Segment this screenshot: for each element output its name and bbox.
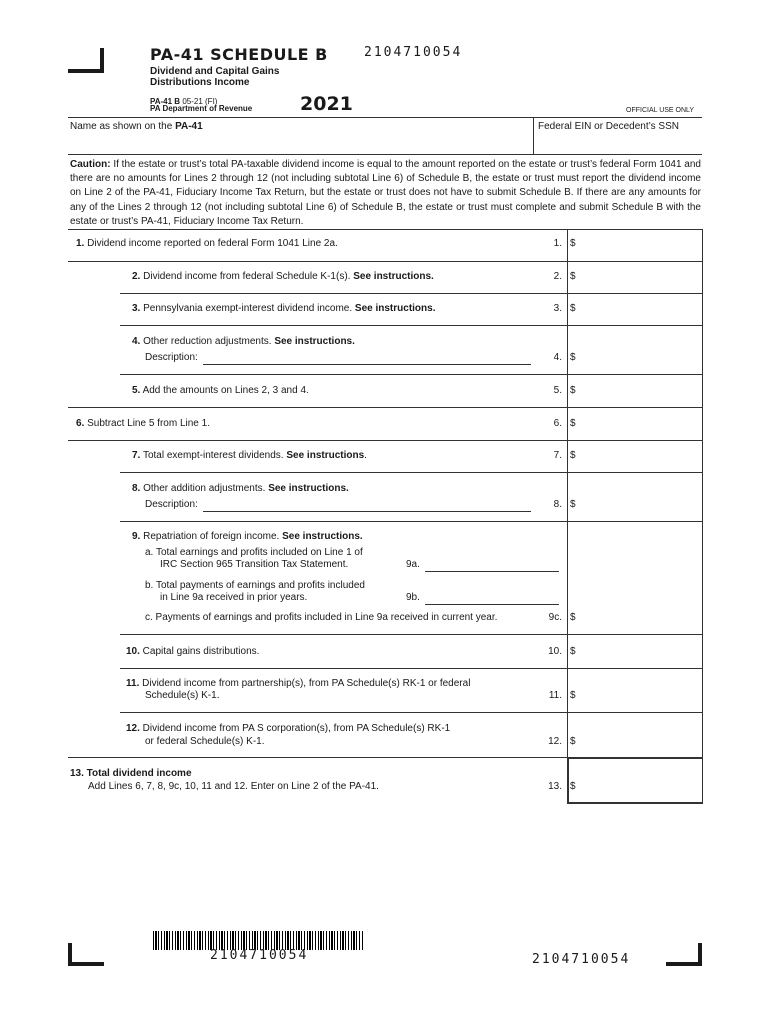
- line-13-amount[interactable]: $: [570, 781, 576, 792]
- line-1-label: 1. Dividend income reported on federal Form 1041 Line 2a.: [76, 238, 338, 249]
- line-9c-ref: 9c.: [548, 612, 562, 623]
- line-10-ref: 10.: [548, 646, 562, 657]
- line-8-description-field[interactable]: [203, 511, 531, 512]
- line-8-divider: [120, 521, 702, 522]
- line-11-divider: [120, 712, 702, 713]
- line-4-ref: 4.: [553, 352, 562, 363]
- line-12-divider: [68, 757, 568, 758]
- line-5-label: 5. Add the amounts on Lines 2, 3 and 4.: [132, 385, 309, 396]
- subtitle-line2: Distributions Income: [150, 77, 250, 88]
- line-6-ref: 6.: [553, 418, 562, 429]
- name-field-label[interactable]: [70, 121, 203, 132]
- crop-mark-bottom-left: [68, 962, 104, 966]
- line-7-label: 7. Total exempt-interest dividends. See instructions.: [132, 450, 367, 461]
- line-12-label-1: 12. Dividend income from PA S corporation(s), from PA Schedule(s) RK-1: [126, 723, 451, 734]
- tax-year: 2021: [300, 93, 353, 115]
- line-7-divider: [120, 472, 702, 473]
- line-5-ref: 5.: [553, 385, 562, 396]
- form-id: PA-41 B: [150, 97, 181, 106]
- line-10-divider: [120, 668, 702, 669]
- line-3-ref: 3.: [553, 303, 562, 314]
- line-3-amount[interactable]: $: [570, 303, 576, 314]
- line-3-label: 3. Pennsylvania exempt-interest dividend income. See instructions.: [132, 303, 436, 314]
- crop-mark-bottom-right: [666, 962, 702, 966]
- name-ein-divider: [533, 117, 534, 154]
- line-13-label: Add Lines 6, 7, 8, 9c, 10, 11 and 12. Enter on Line 2 of the PA-41.: [88, 781, 379, 792]
- line-9-divider: [120, 634, 702, 635]
- name-row-top-border: [68, 117, 702, 118]
- caution-label: Caution:: [70, 159, 111, 170]
- line-9b-label-2: in Line 9a received in prior years.: [160, 592, 308, 603]
- crop-mark-bottom-right-v: [698, 943, 702, 966]
- line-4-divider: [120, 374, 702, 375]
- table-top-border: [68, 229, 702, 230]
- line-10-amount[interactable]: $: [570, 646, 576, 657]
- name-form: PA-41: [175, 121, 203, 132]
- ein-field-label[interactable]: Federal EIN or Decedent’s SSN: [538, 121, 679, 132]
- line-13-title: 13. Total dividend income: [70, 768, 192, 779]
- caution-paragraph: [70, 158, 701, 229]
- name-prefix: Name as shown on the: [70, 121, 176, 132]
- line-1-ref: 1.: [553, 238, 562, 249]
- line-8-description-label: Description:: [145, 499, 198, 510]
- line-9b-label-1: b. Total payments of earnings and profits included: [145, 580, 365, 591]
- line-13-ref: 13.: [548, 781, 562, 792]
- line-9a-ref: 9a.: [406, 559, 420, 570]
- line-2-label: 2. Dividend income from federal Schedule K-1(s). See instructions.: [132, 271, 434, 282]
- line-9a-field[interactable]: [425, 571, 559, 572]
- crop-mark-top-left-v: [100, 48, 104, 73]
- line-5-amount[interactable]: $: [570, 385, 576, 396]
- line-9a-label-1: a. Total earnings and profits included on Line 1 of: [145, 547, 363, 558]
- line-3-divider: [120, 325, 702, 326]
- caution-text: If the estate or trust’s total PA-taxable dividend income is equal to the amount reported on the estate or trust’s federal Form 1041 and there are no amounts for Lines 2 through 12 (not including subtotal Line 6) of Schedule B, the estate or trust must report the dividend income on Line 2 of the PA-41, Fiduciary Income Tax Return, but the estate or trust does not have to submit Schedule B. If there are any amounts for any of the Lines 2 through 12 (not including subtotal Line 6) of Schedule B, the estate or trust must complete and submit Schedule B with the estate or trust’s PA-41, Fiduciary Income Tax Return.: [70, 159, 701, 227]
- line-6-label: 6. Subtract Line 5 from Line 1.: [76, 418, 210, 429]
- line-2-amount[interactable]: $: [570, 271, 576, 282]
- line-12-ref: 12.: [548, 736, 562, 747]
- line-11-amount[interactable]: $: [570, 690, 576, 701]
- line-12-amount[interactable]: $: [570, 736, 576, 747]
- line-11-label-1: 11. Dividend income from partnership(s), from PA Schedule(s) RK-1 or federal: [126, 678, 471, 689]
- line-9b-ref: 9b.: [406, 592, 420, 603]
- line-9b-field[interactable]: [425, 604, 559, 605]
- line-6-amount[interactable]: $: [570, 418, 576, 429]
- line-9a-label-2: IRC Section 965 Transition Tax Statement.: [160, 559, 349, 570]
- form-title: PA-41 SCHEDULE B: [150, 45, 328, 64]
- line-2-ref: 2.: [553, 271, 562, 282]
- line-4-amount[interactable]: $: [570, 352, 576, 363]
- barcode-code: 2104710054: [210, 948, 309, 963]
- line-7-amount[interactable]: $: [570, 450, 576, 461]
- crop-mark-top-left: [68, 69, 104, 73]
- line13-box-top: [567, 757, 702, 759]
- line-8-amount[interactable]: $: [570, 499, 576, 510]
- line13-box-bottom: [567, 802, 702, 804]
- line-6-divider: [68, 440, 702, 441]
- line-11-ref: 11.: [548, 690, 562, 701]
- form-rev: 05-21 (FI): [182, 97, 218, 106]
- line-12-label-2: or federal Schedule(s) K-1.: [145, 736, 265, 747]
- line-4-description-label: Description:: [145, 352, 198, 363]
- form-code-top: 2104710054: [364, 45, 463, 60]
- line-1-divider: [68, 261, 702, 262]
- line-7-ref: 7.: [553, 450, 562, 461]
- amount-column-right: [702, 229, 703, 804]
- subtitle-line1: Dividend and Capital Gains: [150, 66, 280, 77]
- line-9c-label: c. Payments of earnings and profits included in Line 9a received in current year.: [145, 612, 498, 623]
- line-8-ref: 8.: [553, 499, 562, 510]
- crop-mark-bottom-left-v: [68, 943, 72, 966]
- line-9-label: 9. Repatriation of foreign income. See instructions.: [132, 531, 363, 542]
- line-9c-amount[interactable]: $: [570, 612, 576, 623]
- line-4-label: 4. Other reduction adjustments. See instructions.: [132, 336, 355, 347]
- official-use: OFFICIAL USE ONLY: [626, 107, 695, 114]
- name-row-bottom-border: [68, 154, 702, 155]
- line-4-description-field[interactable]: [203, 364, 531, 365]
- line13-box-left: [567, 757, 569, 804]
- line-1-amount[interactable]: $: [570, 238, 576, 249]
- line-5-divider: [68, 407, 702, 408]
- department: PA Department of Revenue: [150, 104, 253, 113]
- form-code-bottom-right: 2104710054: [532, 952, 631, 967]
- line-11-label-2: Schedule(s) K-1.: [145, 690, 220, 701]
- line-2-divider: [120, 293, 702, 294]
- line-10-label: 10. Capital gains distributions.: [126, 646, 260, 657]
- amount-column-left: [567, 229, 568, 804]
- line-8-label: 8. Other addition adjustments. See instructions.: [132, 483, 349, 494]
